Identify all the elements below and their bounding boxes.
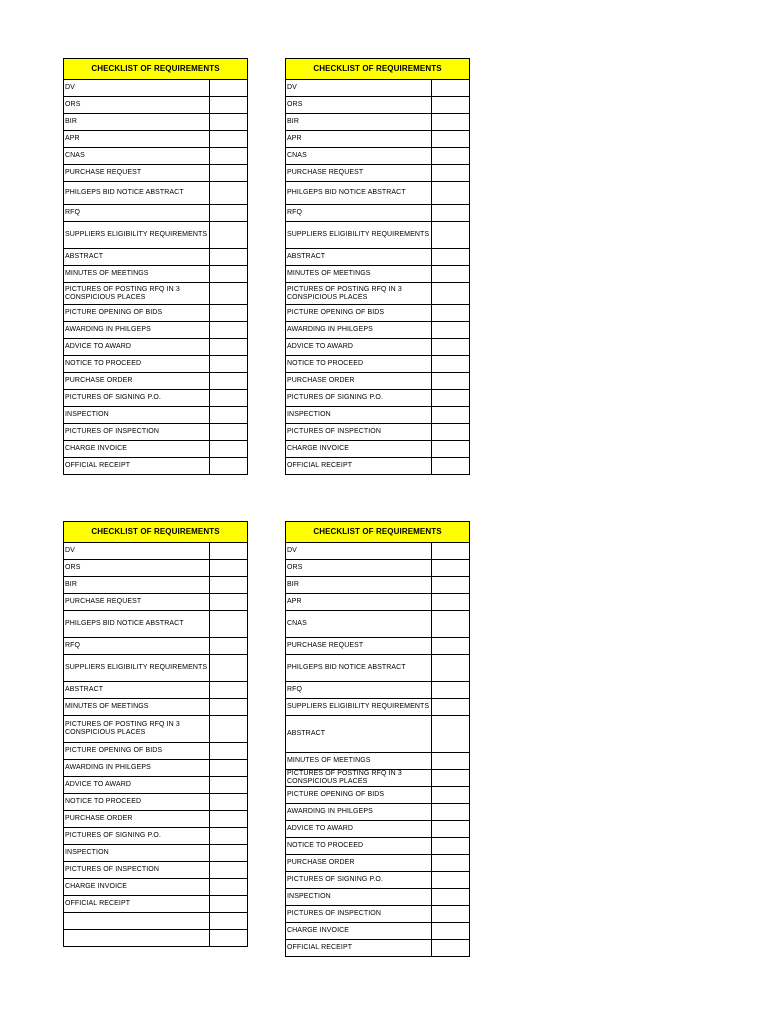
requirement-label: OFFICIAL RECEIPT <box>64 896 210 913</box>
checklist-row <box>286 594 470 611</box>
checklist-body <box>64 522 248 947</box>
requirement-label: CHARGE INVOICE <box>64 441 210 458</box>
checklist-row <box>64 682 248 699</box>
checklist-row <box>286 923 470 940</box>
check-box-cell[interactable] <box>431 655 469 682</box>
check-box-cell[interactable] <box>209 896 247 913</box>
check-box-cell[interactable] <box>431 441 469 458</box>
checklist-row <box>286 458 470 475</box>
check-box-cell[interactable] <box>209 131 247 148</box>
check-box-cell[interactable] <box>209 205 247 222</box>
checklist-row <box>286 682 470 699</box>
check-box-cell[interactable] <box>209 249 247 266</box>
check-box-cell[interactable] <box>431 114 469 131</box>
checklist-row <box>286 131 470 148</box>
check-box-cell[interactable] <box>209 794 247 811</box>
check-box-cell[interactable] <box>431 770 469 787</box>
checklist-row <box>286 283 470 305</box>
requirement-label: ORS <box>286 560 432 577</box>
checklist-row <box>64 743 248 760</box>
checklist-header: CHECKLIST OF REQUIREMENTS <box>286 59 470 80</box>
checklist-row <box>64 777 248 794</box>
requirement-label: ADVICE TO AWARD <box>64 777 210 794</box>
requirement-label: PHILGEPS BID NOTICE ABSTRACT <box>286 655 432 682</box>
check-box-cell[interactable] <box>431 390 469 407</box>
check-box-cell[interactable] <box>209 638 247 655</box>
requirement-label: ABSTRACT <box>64 249 210 266</box>
requirement-label: ABSTRACT <box>64 682 210 699</box>
checklist-row <box>286 770 470 787</box>
requirement-label: OFFICIAL RECEIPT <box>286 940 432 957</box>
check-box-cell[interactable] <box>431 753 469 770</box>
checklist-row <box>286 855 470 872</box>
requirement-label: MINUTES OF MEETINGS <box>64 266 210 283</box>
checklist-row <box>286 182 470 205</box>
checklist-body <box>286 59 470 475</box>
checklist-row <box>64 811 248 828</box>
check-box-cell[interactable] <box>209 594 247 611</box>
checklist-row <box>286 373 470 390</box>
checklist-row <box>64 165 248 182</box>
check-box-cell[interactable] <box>431 424 469 441</box>
requirement-label: PICTURES OF POSTING RFQ IN 3 CONSPICIOUS PLACES <box>64 283 210 305</box>
checklist-row <box>64 322 248 339</box>
requirement-label: ORS <box>286 97 432 114</box>
checklist-row <box>64 407 248 424</box>
checklist-row <box>286 889 470 906</box>
checklist-row <box>286 753 470 770</box>
requirement-label <box>64 930 210 947</box>
check-box-cell[interactable] <box>431 182 469 205</box>
requirement-label: ORS <box>64 560 210 577</box>
requirement-label: AWARDING IN PHILGEPS <box>286 322 432 339</box>
checklist-row <box>64 716 248 743</box>
check-box-cell[interactable] <box>431 594 469 611</box>
check-box-cell[interactable] <box>209 760 247 777</box>
check-box-cell[interactable] <box>209 716 247 743</box>
checklist-row <box>286 390 470 407</box>
requirement-label: AWARDING IN PHILGEPS <box>286 804 432 821</box>
checklist-row <box>64 222 248 249</box>
requirement-label: AWARDING IN PHILGEPS <box>64 322 210 339</box>
requirement-label: BIR <box>286 577 432 594</box>
check-box-cell[interactable] <box>431 165 469 182</box>
requirement-label: OFFICIAL RECEIPT <box>64 458 210 475</box>
checklist-row <box>286 655 470 682</box>
checklist-row <box>64 896 248 913</box>
requirement-label: PHILGEPS BID NOTICE ABSTRACT <box>64 182 210 205</box>
checklist-row <box>286 699 470 716</box>
checklist-row <box>64 560 248 577</box>
checklist-row <box>286 148 470 165</box>
check-box-cell[interactable] <box>431 543 469 560</box>
check-box-cell[interactable] <box>209 222 247 249</box>
checklist-row <box>64 794 248 811</box>
checklist-row <box>64 655 248 682</box>
checklist-row <box>64 879 248 896</box>
checklist-row <box>64 266 248 283</box>
checklist-row <box>64 828 248 845</box>
check-box-cell[interactable] <box>431 787 469 804</box>
requirement-label: CNAS <box>286 148 432 165</box>
requirement-label: ABSTRACT <box>286 249 432 266</box>
requirement-label: ORS <box>64 97 210 114</box>
check-box-cell[interactable] <box>431 407 469 424</box>
requirement-label: NOTICE TO PROCEED <box>286 838 432 855</box>
requirement-label: APR <box>64 131 210 148</box>
requirement-label: PICTURES OF POSTING RFQ IN 3 CONSPICIOUS PLACES <box>286 770 432 787</box>
check-box-cell[interactable] <box>209 682 247 699</box>
checklist-row <box>286 638 470 655</box>
check-box-cell[interactable] <box>431 560 469 577</box>
check-box-cell[interactable] <box>209 97 247 114</box>
requirement-label: AWARDING IN PHILGEPS <box>64 760 210 777</box>
checklist-row <box>64 390 248 407</box>
requirement-label: CNAS <box>286 611 432 638</box>
check-box-cell[interactable] <box>431 906 469 923</box>
checklist-row <box>286 266 470 283</box>
requirement-label: APR <box>286 131 432 148</box>
check-box-cell[interactable] <box>431 699 469 716</box>
checklist-row <box>286 804 470 821</box>
check-box-cell[interactable] <box>209 424 247 441</box>
checklist-row <box>286 611 470 638</box>
checklist-row <box>64 845 248 862</box>
checklist-row <box>64 594 248 611</box>
checklist-row <box>64 441 248 458</box>
requirement-label: MINUTES OF MEETINGS <box>286 753 432 770</box>
requirement-label: PICTURES OF POSTING RFQ IN 3 CONSPICIOUS PLACES <box>64 716 210 743</box>
checklist-row <box>286 716 470 753</box>
requirement-label: DV <box>64 543 210 560</box>
check-box-cell[interactable] <box>209 930 247 947</box>
checklist-row <box>64 699 248 716</box>
requirement-label: PURCHASE REQUEST <box>64 165 210 182</box>
checklist-row <box>64 611 248 638</box>
check-box-cell[interactable] <box>431 838 469 855</box>
check-box-cell[interactable] <box>431 577 469 594</box>
requirement-label: SUPPLIERS ELIGIBILITY REQUIREMENTS <box>64 222 210 249</box>
checklist-row <box>64 182 248 205</box>
requirement-label: DV <box>64 80 210 97</box>
check-box-cell[interactable] <box>431 611 469 638</box>
checklist-row <box>286 872 470 889</box>
checklist-row <box>64 339 248 356</box>
checklist-row <box>64 543 248 560</box>
requirement-label: PICTURES OF SIGNING P.O. <box>64 828 210 845</box>
checklist-row <box>64 283 248 305</box>
check-box-cell[interactable] <box>209 390 247 407</box>
requirement-label: CHARGE INVOICE <box>286 923 432 940</box>
requirement-label: PICTURES OF SIGNING P.O. <box>286 872 432 889</box>
check-box-cell[interactable] <box>431 205 469 222</box>
checklist-row <box>286 906 470 923</box>
requirement-label: RFQ <box>64 205 210 222</box>
requirement-label: PURCHASE REQUEST <box>286 638 432 655</box>
check-box-cell[interactable] <box>209 845 247 862</box>
requirement-label: INSPECTION <box>286 889 432 906</box>
requirement-label: PICTURES OF SIGNING P.O. <box>64 390 210 407</box>
requirement-label: PURCHASE ORDER <box>64 373 210 390</box>
checklist-row <box>64 577 248 594</box>
requirement-label: DV <box>286 543 432 560</box>
requirement-label: BIR <box>64 577 210 594</box>
checklist-row <box>286 205 470 222</box>
checklist-table-top-left <box>63 58 248 475</box>
check-box-cell[interactable] <box>431 821 469 838</box>
check-box-cell[interactable] <box>431 339 469 356</box>
checklist-row <box>64 356 248 373</box>
checklist-header: CHECKLIST OF REQUIREMENTS <box>64 522 248 543</box>
checklist-row <box>286 339 470 356</box>
check-box-cell[interactable] <box>209 373 247 390</box>
checklist-row <box>286 407 470 424</box>
check-box-cell[interactable] <box>431 923 469 940</box>
requirement-label: INSPECTION <box>64 407 210 424</box>
check-box-cell[interactable] <box>209 458 247 475</box>
checklist-row <box>286 940 470 957</box>
check-box-cell[interactable] <box>431 283 469 305</box>
requirement-label: BIR <box>286 114 432 131</box>
check-box-cell[interactable] <box>431 682 469 699</box>
checklist-row <box>64 930 248 947</box>
checklist-row <box>286 787 470 804</box>
requirement-label: SUPPLIERS ELIGIBILITY REQUIREMENTS <box>286 222 432 249</box>
checklist-row <box>286 322 470 339</box>
check-box-cell[interactable] <box>209 407 247 424</box>
requirement-label: CHARGE INVOICE <box>64 879 210 896</box>
check-box-cell[interactable] <box>431 804 469 821</box>
checklist-row <box>64 373 248 390</box>
checklist-row <box>64 760 248 777</box>
requirement-label: CHARGE INVOICE <box>286 441 432 458</box>
check-box-cell[interactable] <box>209 441 247 458</box>
requirement-label: PICTURES OF INSPECTION <box>286 424 432 441</box>
requirement-label: SUPPLIERS ELIGIBILITY REQUIREMENTS <box>64 655 210 682</box>
requirement-label: ADVICE TO AWARD <box>286 339 432 356</box>
checklist-row <box>64 913 248 930</box>
checklist-row <box>286 577 470 594</box>
checklist-body <box>64 59 248 475</box>
check-box-cell[interactable] <box>209 655 247 682</box>
check-box-cell[interactable] <box>431 249 469 266</box>
checklist-table-bottom-right <box>285 521 470 957</box>
requirement-label: NOTICE TO PROCEED <box>64 794 210 811</box>
requirement-label: DV <box>286 80 432 97</box>
requirement-label: NOTICE TO PROCEED <box>64 356 210 373</box>
requirement-label: RFQ <box>286 205 432 222</box>
check-box-cell[interactable] <box>431 716 469 753</box>
requirement-label <box>64 913 210 930</box>
requirement-label: PICTURE OPENING OF BIDS <box>286 305 432 322</box>
check-box-cell[interactable] <box>431 638 469 655</box>
checklist-row <box>64 862 248 879</box>
requirement-label: OFFICIAL RECEIPT <box>286 458 432 475</box>
check-box-cell[interactable] <box>209 356 247 373</box>
checklist-row <box>64 638 248 655</box>
requirement-label: PURCHASE ORDER <box>64 811 210 828</box>
checklist-row <box>286 305 470 322</box>
requirement-label: ADVICE TO AWARD <box>64 339 210 356</box>
check-box-cell[interactable] <box>431 322 469 339</box>
requirement-label: PURCHASE REQUEST <box>286 165 432 182</box>
check-box-cell[interactable] <box>209 699 247 716</box>
checklist-row <box>286 424 470 441</box>
check-box-cell[interactable] <box>209 862 247 879</box>
checklist-row <box>286 821 470 838</box>
checklist-row <box>286 441 470 458</box>
checklist-header: CHECKLIST OF REQUIREMENTS <box>286 522 470 543</box>
requirement-label: BIR <box>64 114 210 131</box>
checklist-row <box>64 424 248 441</box>
checklist-table-bottom-left <box>63 521 248 947</box>
requirement-label: PICTURES OF POSTING RFQ IN 3 CONSPICIOUS PLACES <box>286 283 432 305</box>
checklist-row <box>286 80 470 97</box>
requirement-label: PICTURE OPENING OF BIDS <box>64 743 210 760</box>
checklist-row <box>64 80 248 97</box>
requirement-label: PICTURES OF INSPECTION <box>64 862 210 879</box>
requirement-label: PICTURES OF INSPECTION <box>286 906 432 923</box>
requirement-label: ADVICE TO AWARD <box>286 821 432 838</box>
requirement-label: APR <box>286 594 432 611</box>
check-box-cell[interactable] <box>431 889 469 906</box>
check-box-cell[interactable] <box>209 811 247 828</box>
check-box-cell[interactable] <box>209 611 247 638</box>
requirement-label: ABSTRACT <box>286 716 432 753</box>
requirement-label: RFQ <box>64 638 210 655</box>
check-box-cell[interactable] <box>209 182 247 205</box>
checklist-row <box>64 305 248 322</box>
check-box-cell[interactable] <box>209 114 247 131</box>
checklist-row <box>64 114 248 131</box>
checklist-row <box>286 165 470 182</box>
checklist-row <box>64 249 248 266</box>
check-box-cell[interactable] <box>209 266 247 283</box>
checklist-header: CHECKLIST OF REQUIREMENTS <box>64 59 248 80</box>
checklist-row <box>286 356 470 373</box>
check-box-cell[interactable] <box>209 322 247 339</box>
check-box-cell[interactable] <box>209 560 247 577</box>
check-box-cell[interactable] <box>209 828 247 845</box>
check-box-cell[interactable] <box>431 266 469 283</box>
requirement-label: CNAS <box>64 148 210 165</box>
checklist-row <box>64 131 248 148</box>
requirement-label: MINUTES OF MEETINGS <box>64 699 210 716</box>
checklist-row <box>286 222 470 249</box>
checklist-row <box>286 838 470 855</box>
check-box-cell[interactable] <box>209 283 247 305</box>
check-box-cell[interactable] <box>431 356 469 373</box>
checklist-row <box>286 560 470 577</box>
check-box-cell[interactable] <box>209 148 247 165</box>
requirement-label: PICTURES OF SIGNING P.O. <box>286 390 432 407</box>
requirement-label: SUPPLIERS ELIGIBILITY REQUIREMENTS <box>286 699 432 716</box>
check-box-cell[interactable] <box>431 872 469 889</box>
check-box-cell[interactable] <box>209 543 247 560</box>
check-box-cell[interactable] <box>431 855 469 872</box>
requirement-label: PURCHASE REQUEST <box>64 594 210 611</box>
check-box-cell[interactable] <box>209 777 247 794</box>
requirement-label: PICTURES OF INSPECTION <box>64 424 210 441</box>
check-box-cell[interactable] <box>431 940 469 957</box>
check-box-cell[interactable] <box>431 458 469 475</box>
requirement-label: PURCHASE ORDER <box>286 373 432 390</box>
check-box-cell[interactable] <box>209 879 247 896</box>
check-box-cell[interactable] <box>431 97 469 114</box>
requirement-label: MINUTES OF MEETINGS <box>286 266 432 283</box>
requirement-label: PHILGEPS BID NOTICE ABSTRACT <box>286 182 432 205</box>
checklist-row <box>64 148 248 165</box>
requirement-label: RFQ <box>286 682 432 699</box>
checklist-row <box>286 249 470 266</box>
checklist-row <box>64 205 248 222</box>
check-box-cell[interactable] <box>209 743 247 760</box>
check-box-cell[interactable] <box>209 165 247 182</box>
requirement-label: PURCHASE ORDER <box>286 855 432 872</box>
checklist-row <box>64 97 248 114</box>
check-box-cell[interactable] <box>431 80 469 97</box>
check-box-cell[interactable] <box>431 131 469 148</box>
check-box-cell[interactable] <box>431 373 469 390</box>
check-box-cell[interactable] <box>431 305 469 322</box>
check-box-cell[interactable] <box>431 148 469 165</box>
requirement-label: PHILGEPS BID NOTICE ABSTRACT <box>64 611 210 638</box>
checklist-row <box>286 114 470 131</box>
check-box-cell[interactable] <box>209 305 247 322</box>
checklist-row <box>286 543 470 560</box>
requirement-label: NOTICE TO PROCEED <box>286 356 432 373</box>
check-box-cell[interactable] <box>431 222 469 249</box>
requirement-label: PICTURE OPENING OF BIDS <box>64 305 210 322</box>
checklist-table-top-right <box>285 58 470 475</box>
checklist-row <box>64 458 248 475</box>
check-box-cell[interactable] <box>209 80 247 97</box>
checklist-row <box>286 97 470 114</box>
checklist-body <box>286 522 470 957</box>
requirement-label: INSPECTION <box>286 407 432 424</box>
requirement-label: INSPECTION <box>64 845 210 862</box>
check-box-cell[interactable] <box>209 577 247 594</box>
requirement-label: PICTURE OPENING OF BIDS <box>286 787 432 804</box>
check-box-cell[interactable] <box>209 913 247 930</box>
check-box-cell[interactable] <box>209 339 247 356</box>
